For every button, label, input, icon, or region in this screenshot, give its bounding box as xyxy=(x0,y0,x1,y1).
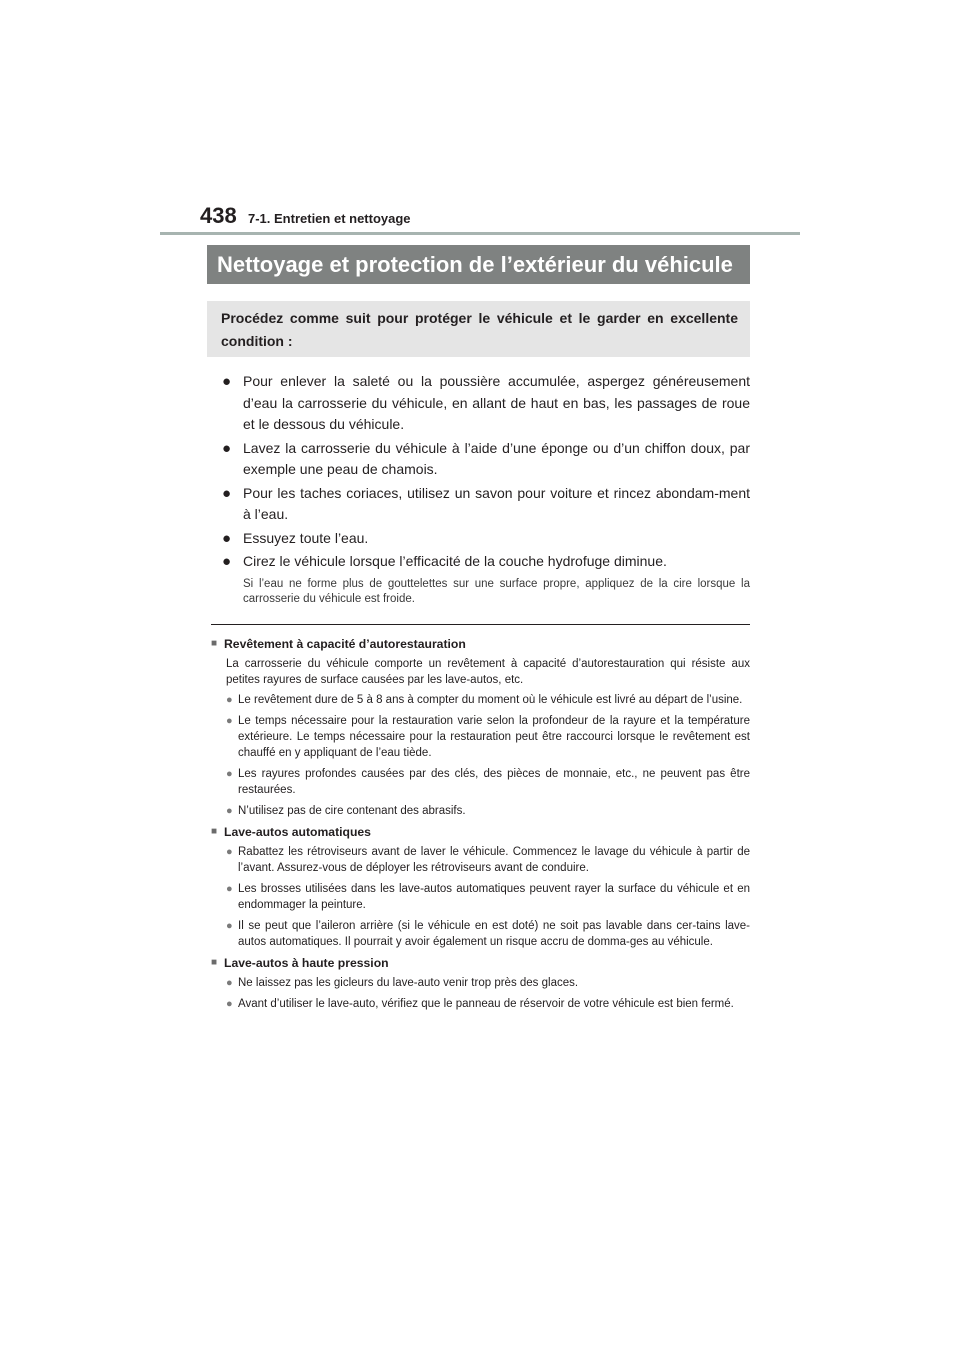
steps-list xyxy=(222,371,750,607)
note-bullet xyxy=(226,713,750,761)
bullet-icon: ● xyxy=(226,883,233,895)
step-text: Cirez le véhicule lorsque l’efficacité de la couche hydrofuge diminue. xyxy=(243,553,667,569)
running-header: 7-1. Entretien et nettoyage xyxy=(248,211,411,226)
note-heading-text: Lave-autos automatiques xyxy=(224,825,371,839)
bullet-icon: ● xyxy=(226,920,233,932)
note-bullet xyxy=(226,766,750,798)
step-item xyxy=(222,483,750,526)
section-divider xyxy=(211,624,750,625)
note-bullet-text: Il se peut que l’aileron arrière (si le véhicule en est doté) ne soit pas lavable dans cer-tains lave-autos automatiques. Il pourrait y avoir également un risque accru de domma-ges au véhicule. xyxy=(238,920,750,948)
bullet-icon: ● xyxy=(226,846,233,858)
note-bullet-text: Le revêtement dure de 5 à 8 ans à compter du moment où le véhicule est livré au départ de l’usine. xyxy=(238,694,743,706)
square-bullet-icon: ■ xyxy=(211,957,218,968)
step-text: Lavez la carrosserie du véhicule à l’aide d’une éponge ou d’un chiffon doux, par exemple une peau de chamois. xyxy=(243,439,750,477)
note-bullet xyxy=(226,975,750,991)
bullet-icon: ● xyxy=(226,768,233,780)
note-bullet-text: Avant d’utiliser le lave-auto, vérifiez que le panneau de réservoir de votre véhicule est bien fermé. xyxy=(238,998,734,1010)
bullet-icon: ● xyxy=(226,715,233,727)
square-bullet-icon: ■ xyxy=(211,638,218,649)
step-text: Essuyez toute l’eau. xyxy=(243,529,369,546)
note-heading-text: Revêtement à capacité d’autorestauration xyxy=(224,637,466,651)
bullet-icon: ● xyxy=(226,998,233,1010)
notes-section xyxy=(211,636,750,1017)
bullet-icon: ● xyxy=(222,529,232,547)
note-automatic-car-washes xyxy=(211,824,750,950)
bullet-icon: ● xyxy=(222,373,232,390)
note-heading-text: Lave-autos à haute pression xyxy=(224,956,389,970)
note-bullet-text: Rabattez les rétroviseurs avant de laver le véhicule. Commencez le lavage du véhicule à partir de l’avant. Assurez-vous de déployer les rétroviseurs avant de conduire. xyxy=(238,846,750,874)
note-bullet xyxy=(226,803,750,819)
note-high-pressure-car-washes xyxy=(211,955,750,1012)
note-bullet-text: Ne laissez pas les gicleurs du lave-auto venir trop près des glaces. xyxy=(238,977,579,989)
bullet-icon: ● xyxy=(226,694,233,706)
note-bullet xyxy=(226,881,750,913)
step-item xyxy=(222,551,750,573)
note-self-restoring-coating xyxy=(211,636,750,819)
bullet-icon: ● xyxy=(222,439,232,457)
bullet-icon: ● xyxy=(222,484,232,502)
intro-box: Procédez comme suit pour protéger le véhicule et le garder en excellente condition : xyxy=(207,301,750,357)
note-bullet xyxy=(226,844,750,876)
bullet-icon: ● xyxy=(226,977,233,989)
square-bullet-icon: ■ xyxy=(211,826,218,837)
note-bullet xyxy=(226,918,750,950)
note-bullet-text: Les brosses utilisées dans les lave-autos automatiques peuvent rayer la surface du véhicule et en endommager la peinture. xyxy=(238,883,750,911)
step-text: Pour enlever la saleté ou la poussière accumulée, aspergez généreusement d’eau la carrosserie du véhicule, en allant de haut en bas, les passages de roue et le dessous du véhicule. xyxy=(243,373,750,432)
bullet-icon: ● xyxy=(222,553,232,570)
note-heading xyxy=(211,824,750,840)
note-bullet-text: N’utilisez pas de cire contenant des abrasifs. xyxy=(238,805,466,817)
step-note: Si l’eau ne forme plus de gouttelettes sur une surface propre, appliquez de la cire lorsque la carrosserie du véhicule est froide. xyxy=(243,577,750,605)
page-title: Nettoyage et protection de l’extérieur du véhicule xyxy=(207,245,750,284)
step-item xyxy=(222,528,750,550)
page-number: 438 xyxy=(200,203,237,228)
note-bullet xyxy=(226,996,750,1012)
note-bullet-text: Les rayures profondes causées par des clés, des pièces de monnaie, etc., ne peuvent pas être restaurées. xyxy=(238,768,750,796)
note-text: La carrosserie du véhicule comporte un revêtement à capacité d’autorestauration qui résiste aux petites rayures de surface causées par les lave-autos, etc. xyxy=(226,658,750,686)
bullet-icon: ● xyxy=(226,805,233,817)
note-heading xyxy=(211,955,750,971)
step-item xyxy=(222,438,750,481)
note-bullet-text: Le temps nécessaire pour la restauration varie selon la profondeur de la rayure et la température extérieure. Le temps nécessaire pour la restauration peut être raccourci lorsque le revêtement est chauffé en y appliquant de l’eau tiède. xyxy=(238,715,750,759)
header-rule xyxy=(160,232,800,235)
note-heading xyxy=(211,636,750,652)
note-bullet xyxy=(226,692,750,708)
step-item xyxy=(222,371,750,436)
step-text: Pour les taches coriaces, utilisez un savon pour voiture et rincez abondam-ment à l’eau. xyxy=(243,484,750,522)
